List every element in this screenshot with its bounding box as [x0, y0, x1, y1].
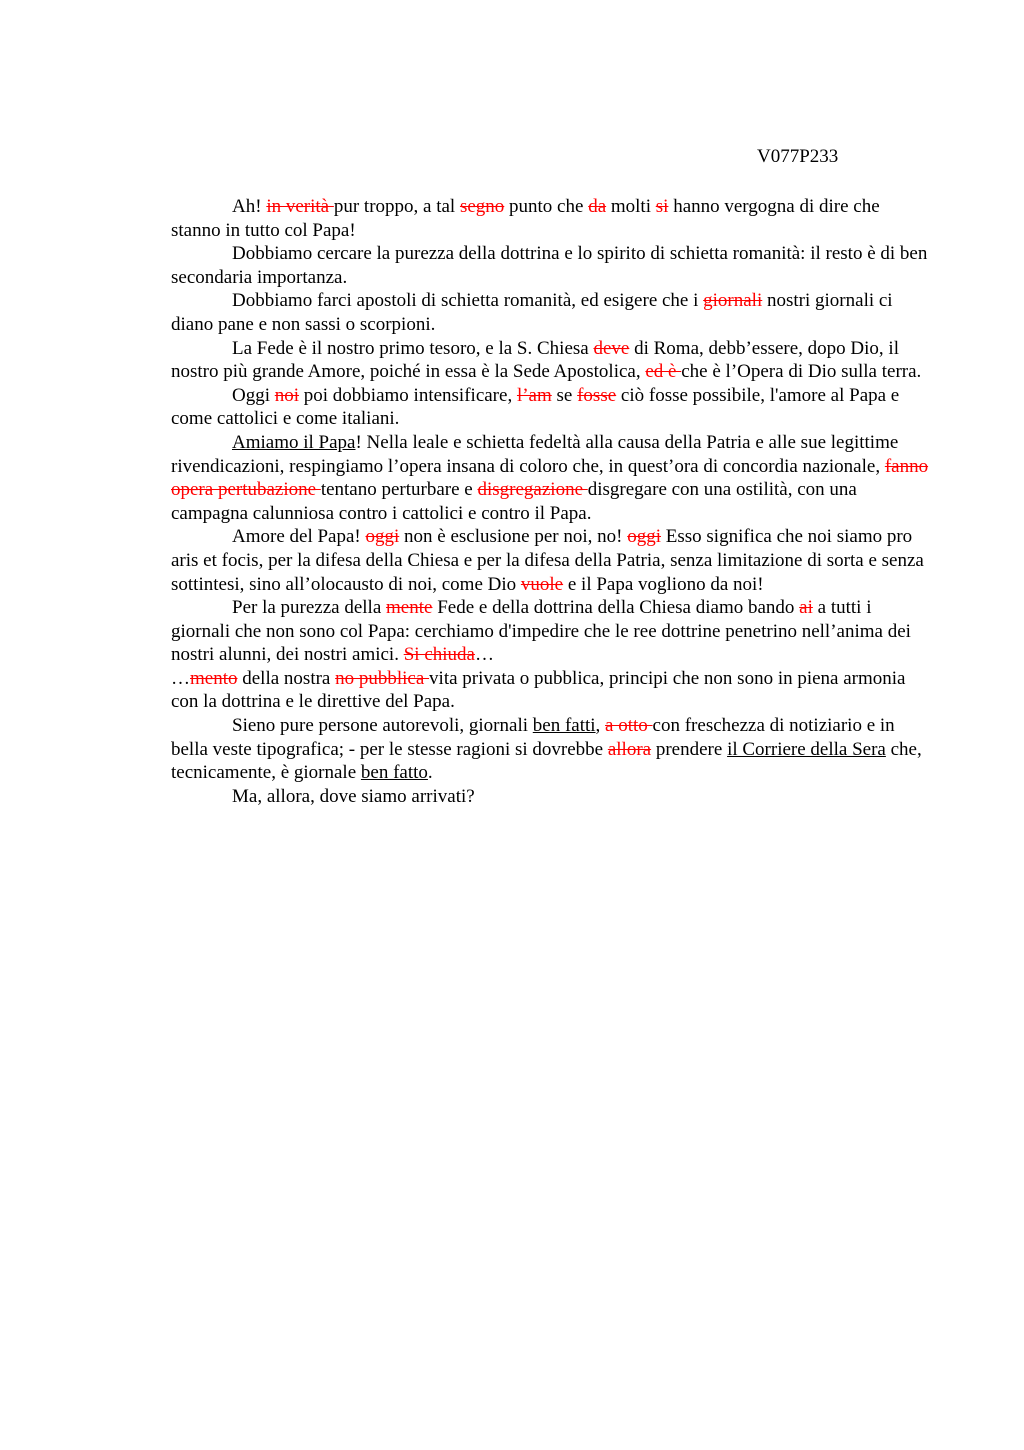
text-segment: molti [606, 196, 656, 217]
deleted-text: giornali [703, 290, 763, 312]
text-segment: … [171, 667, 190, 689]
deleted-text: fosse [577, 384, 617, 406]
text-segment: se [551, 384, 578, 406]
deleted-text: allora [607, 738, 652, 760]
document-id: V077P233 [757, 146, 839, 167]
text-segment: che è l’Opera di Dio sulla terra. [681, 361, 922, 383]
deleted-text: noi [274, 384, 300, 406]
deleted-text: oggi [365, 526, 400, 548]
paragraph [171, 384, 931, 431]
paragraph [171, 195, 931, 242]
text-segment: poi dobbiamo intensificare, [299, 384, 517, 406]
text-segment: prendere [651, 738, 728, 760]
deleted-text: ai [799, 597, 813, 619]
deleted-text: no pubblica [335, 667, 430, 689]
deleted-text: fanno opera pertubazione [171, 455, 929, 501]
text-segment: Oggi [232, 384, 275, 406]
text-segment: Ah! [232, 196, 267, 217]
text-segment: Per la purezza della [232, 597, 387, 619]
deleted-text: disgregazione [477, 479, 588, 501]
document-body [171, 195, 931, 808]
paragraph [171, 242, 931, 289]
text-segment: tentano perturbare e [320, 479, 478, 501]
deleted-text: mente [386, 597, 433, 619]
paragraph [171, 596, 931, 667]
text-segment: Dobbiamo cercare la purezza della dottrina e lo spirito di schietta romanità: il resto è di ben secondaria importanza. [171, 243, 928, 288]
deleted-text: a otto [605, 715, 653, 737]
underlined-text: ben fatti [532, 715, 596, 737]
text-segment: La Fede è il nostro primo tesoro, e la S. Chiesa [232, 337, 594, 359]
paragraph [171, 525, 931, 596]
text-segment: della nostra [237, 667, 336, 689]
text-segment: nostri giornali ci diano pane e non sassi o scorpioni. [171, 290, 893, 335]
text-segment: disgregare con una ostilità, con una campagna calunniosa contro i cattolici e contro il Papa. [171, 479, 857, 524]
text-segment: Amore del Papa! [232, 526, 366, 548]
text-segment: , [595, 715, 606, 737]
underlined-text: Amiamo il Papa [232, 431, 356, 453]
deleted-text: ed è [645, 361, 682, 383]
deleted-text: segno [459, 196, 505, 217]
paragraph [171, 431, 931, 525]
text-segment: pur troppo, a tal [333, 196, 460, 217]
text-segment: vita privata o pubblica, principi che non sono in piena armonia con la dottrina e le direttive del Papa. [171, 667, 906, 713]
text-segment: e il Papa vogliono da noi! [563, 573, 764, 595]
text-segment: ciò fosse possibile, l'amore al Papa e come cattolici e come italiani. [171, 384, 900, 430]
deleted-text: da [588, 196, 607, 217]
deleted-text: l’am [516, 384, 552, 406]
text-segment: Dobbiamo farci apostoli di schietta romanità, ed esigere che i [232, 290, 704, 312]
text-segment: con freschezza di notiziario e in bella veste tipografica; - per le stesse ragioni si dovrebbe [171, 715, 895, 760]
paragraph [171, 714, 931, 785]
text-segment: punto che [504, 196, 589, 217]
deleted-text: oggi [627, 526, 661, 548]
paragraph [171, 337, 931, 384]
text-segment: ! Nella leale e schietta fedeltà alla causa della Patria e alle sue legittime rivendicazioni, respingiamo l’opera insana di coloro che, in quest’ora di concordia nazionale, [171, 431, 899, 477]
text-segment: Fede e della dottrina della Chiesa diamo bando [432, 597, 800, 619]
deleted-text: Si chiuda [403, 644, 475, 666]
text-segment: Esso significa che noi siamo pro aris et focis, per la difesa della Chiesa e per la difesa della Patria, senza limitazione di sorta e senza sottintesi, sino all’olocausto di noi, come Dio [171, 526, 924, 595]
text-segment: di Roma, debb’essere, dopo Dio, il nostro più grande Amore, poiché in essa è la Sede Apostolica, [171, 337, 899, 383]
text-segment: che, tecnicamente, è giornale [171, 738, 922, 784]
text-segment: Sieno pure persone autorevoli, giornali [232, 715, 533, 737]
deleted-text: vuole [520, 573, 564, 595]
text-segment: hanno vergogna di dire che stanno in tutto col Papa! [171, 196, 880, 241]
underlined-text: il Corriere della Sera [727, 738, 886, 760]
deleted-text: mento [190, 667, 238, 689]
deleted-text: si [655, 196, 669, 217]
text-segment: Ma, allora, dove siamo arrivati? [232, 785, 475, 807]
deleted-text: in verità [266, 196, 334, 217]
text-segment: … [474, 644, 494, 666]
text-segment: a tutti i giornali che non sono col Papa: cerchiamo d'impedire che le ree dottrine penetrino nell’anima dei nostri alunni, dei nostri amici. [171, 597, 911, 666]
paragraph [171, 289, 931, 336]
text-segment: non è esclusione per noi, no! [399, 526, 628, 548]
paragraph [171, 667, 931, 714]
text-segment: . [427, 762, 433, 784]
deleted-text: deve [593, 337, 630, 359]
underlined-text: ben fatto [360, 762, 428, 784]
paragraph [171, 785, 931, 809]
